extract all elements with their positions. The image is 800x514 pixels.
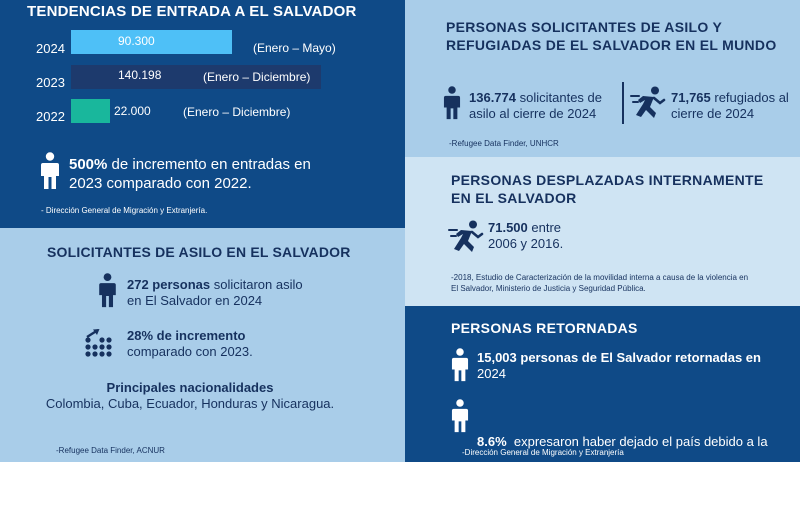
person-icon: [451, 348, 469, 382]
world-source: -Refugee Data Finder, UNHCR: [449, 139, 559, 148]
entry-trends-title: TENDENCIAS DE ENTRADA A EL SALVADOR: [27, 3, 357, 20]
idp-source: -2018, Estudio de Caracterización de la movilidad interna a causa de la violencia en El Salvador, Ministerio de Justicia y Seguridad Pública.: [451, 273, 749, 293]
bar-value-2023: 140.198: [118, 68, 162, 82]
bar-value-2022: 22.000: [114, 104, 151, 118]
person-icon: [40, 152, 60, 190]
nationalities-block: Principales nacionalidades Colombia, Cuba, Ecuador, Honduras y Nicaragua.: [45, 380, 335, 411]
world-title: PERSONAS SOLICITANTES DE ASILO Y REFUGIADAS DE EL SALVADOR EN EL MUNDO: [446, 19, 777, 53]
entry-trends-panel: [0, 0, 405, 228]
bar-year-2024: 2024: [36, 41, 65, 56]
growth-dots-icon: [84, 328, 114, 358]
entry-increment-stat: 500% de incremento en entradas en 2023 comparado con 2022.: [69, 156, 311, 192]
world-divider: [622, 82, 624, 124]
person-icon: [451, 399, 469, 433]
returned-violence-stat: 8.6% expresaron haber dejado el país debido a la violencia (entrevistados entre enero y abril 2024): [477, 434, 768, 497]
returned-source: -Dirección General de Migración y Extranjería: [462, 448, 624, 457]
bar-period-2023: (Enero – Diciembre): [203, 70, 311, 84]
person-icon: [98, 273, 117, 308]
bar-year-2023: 2023: [36, 75, 65, 90]
idp-title: PERSONAS DESPLAZADAS INTERNAMENTE EN EL SALVADOR: [451, 172, 764, 206]
asylum-source: -Refugee Data Finder, ACNUR: [56, 446, 165, 455]
world-refugees-stat: 71,765 refugiados al cierre de 2024: [671, 90, 789, 121]
entry-source: - Dirección General de Migración y Extranjería.: [41, 206, 208, 215]
world-asylum-stat: 136.774 solicitantes de asilo al cierre de 2024: [469, 90, 602, 121]
asylum-title: SOLICITANTES DE ASILO EN EL SALVADOR: [47, 244, 351, 260]
idp-stat: 71.500 entre 2006 y 2016.: [488, 220, 564, 251]
bar-period-2024: (Enero – Mayo): [253, 41, 336, 55]
bar-2022: [71, 99, 110, 123]
person-icon: [443, 86, 461, 120]
bar-year-2022: 2022: [36, 109, 65, 124]
asylum-requests-stat: 272 personas solicitaron asilo en El Salvador en 2024: [127, 277, 303, 308]
returned-count-stat: 15,003 personas de El Salvador retornadas en 2024: [477, 350, 761, 381]
asylum-increment-stat: 28% de incremento comparado con 2023.: [127, 328, 253, 359]
running-person-icon: [448, 220, 484, 254]
bar-period-2022: (Enero – Diciembre): [183, 105, 291, 119]
running-person-icon: [630, 86, 666, 120]
bar-value-2024: 90.300: [118, 34, 155, 48]
returned-title: PERSONAS RETORNADAS: [451, 320, 638, 336]
